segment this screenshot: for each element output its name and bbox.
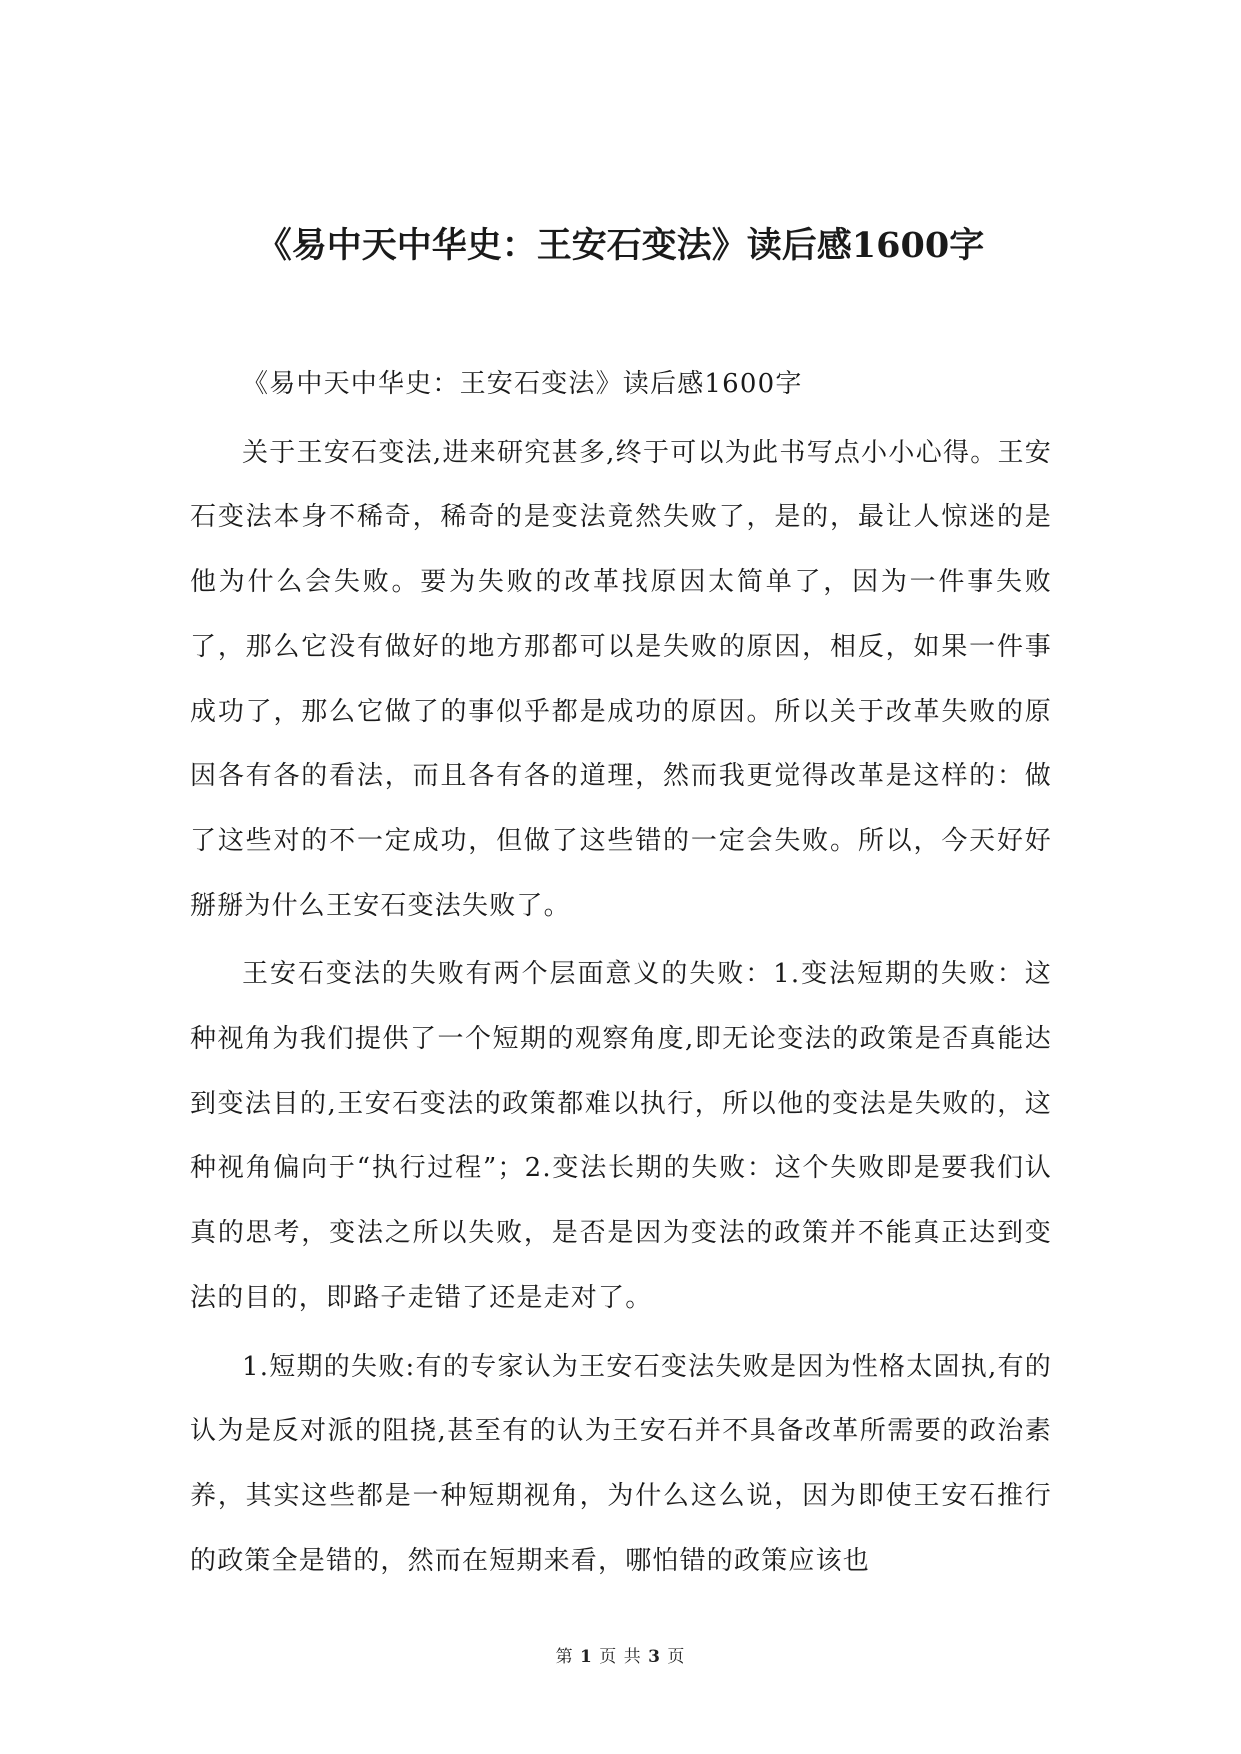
document-body bbox=[190, 352, 1052, 1597]
body-paragraph: 1.短期的失败:有的专家认为王安石变法失败是因为性格太固执,有的认为是反对派的阻挠,甚至有的认为王安石并不具备改革所需要的政治素养，其实这些都是一种短期视角，为什么这么说，因为即使王安石推行的政策全是错的，然而在短期来看，哪怕错的政策应该也 bbox=[190, 1351, 1052, 1576]
document-title: 《易中天中华史：王安石变法》读后感1600字 bbox=[256, 225, 985, 266]
footer-suffix: 页 bbox=[667, 1647, 686, 1667]
footer-prefix: 第 bbox=[555, 1647, 574, 1667]
body-paragraph: 关于王安石变法,进来研究甚多,终于可以为此书写点小小心得。王安石变法本身不稀奇，稀奇的是变法竟然失败了，是的，最让人惊迷的是他为什么会失败。要为失败的改革找原因太简单了，因为一件事失败了，那么它没有做好的地方那都可以是失败的原因，相反，如果一件事成功了，那么它做了的事似乎都是成功的原因。所以关于改革失败的原因各有各的看法，而且各有各的道理，然而我更觉得改革是这样的：做了这些对的不一定成功，但做了这些错的一定会失败。所以，今天好好掰掰为什么王安石变法失败了。 bbox=[190, 437, 1052, 921]
body-paragraph-subtitle: 《易中天中华史：王安石变法》读后感1600字 bbox=[242, 369, 803, 399]
footer-current-page: 1 bbox=[580, 1647, 593, 1667]
footer-middle: 页 共 bbox=[599, 1647, 642, 1667]
page-footer bbox=[0, 1645, 1241, 1669]
footer-total-pages: 3 bbox=[648, 1647, 661, 1667]
body-paragraph: 王安石变法的失败有两个层面意义的失败：1.变法短期的失败：这种视角为我们提供了一个短期的观察角度,即无论变法的政策是否真能达到变法目的,王安石变法的政策都难以执行，所以他的变法是失败的，这种视角偏向于“执行过程”；2.变法长期的失败：这个失败即是要我们认真的思考，变法之所以失败，是否是因为变法的政策并不能真正达到变法的目的，即路子走错了还是走对了。 bbox=[190, 959, 1052, 1313]
